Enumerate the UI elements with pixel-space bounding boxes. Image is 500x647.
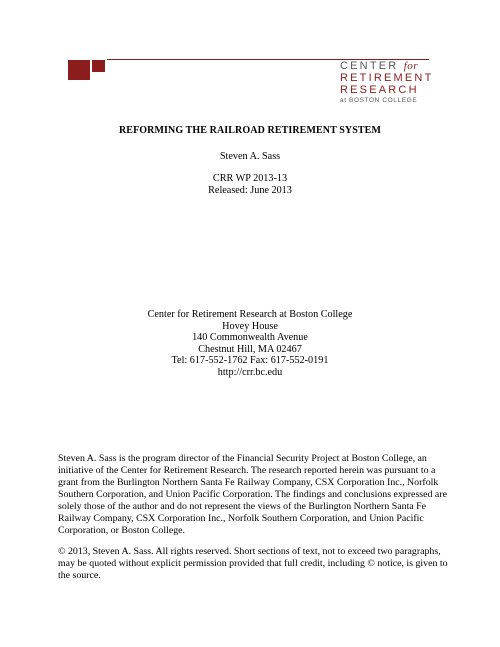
address-building: Hovey House (222, 320, 278, 332)
author-name: Steven A. Sass (219, 151, 281, 162)
paper-title: REFORMING THE RAILROAD RETIREMENT SYSTEM (118, 125, 381, 136)
address-phone: Tel: 617-552-1762 Fax: 617-552-0191 (171, 355, 329, 367)
author-disclaimer: Steven A. Sass is the program director of the Financial Security Project at Boston College, an initiative of the Center for Retirement Research. The research reported herein was pursuant to a grant from the Burlington Northern Santa Fe Railway Company, CSX Corporation Inc., Norfolk Southern Corporation, and Union Pacific Corporation. The findings and conclusions expressed are solely those of the author and do not represent the views of the Burlington Northern Santa Fe Railway Company, CSX Corporation Inc., Norfolk Southern Corporation, and Union Pacific Corporation, or Boston College. (58, 453, 447, 536)
address-block (0, 309, 500, 379)
copyright-notice: © 2013, Steven A. Sass. All rights reserved. Short sections of text, not to exceed two paragraphs, may be quoted without explicit permission provided that full credit, including © notice, is given to the source. (58, 546, 448, 581)
release-date: Released: June 2013 (208, 185, 292, 196)
working-paper-number: CRR WP 2013-13 (212, 173, 288, 184)
logo-line-4: at BOSTON COLLEGE (340, 97, 418, 104)
address-org: Center for Retirement Research at Boston College (147, 309, 353, 320)
logo-line-2: RETIREMENT (340, 72, 434, 84)
crr-logo (340, 60, 440, 105)
logo-line-1: CENTER for (340, 60, 419, 72)
logo-square-small (92, 60, 105, 72)
address-url[interactable]: http://crr.bc.edu (217, 366, 283, 378)
logo-square-large (68, 60, 90, 80)
address-street: 140 Commonwealth Avenue (192, 332, 308, 344)
address-city: Chestnut Hill, MA 02467 (198, 343, 302, 355)
logo-line-3: RESEARCH (340, 84, 419, 96)
